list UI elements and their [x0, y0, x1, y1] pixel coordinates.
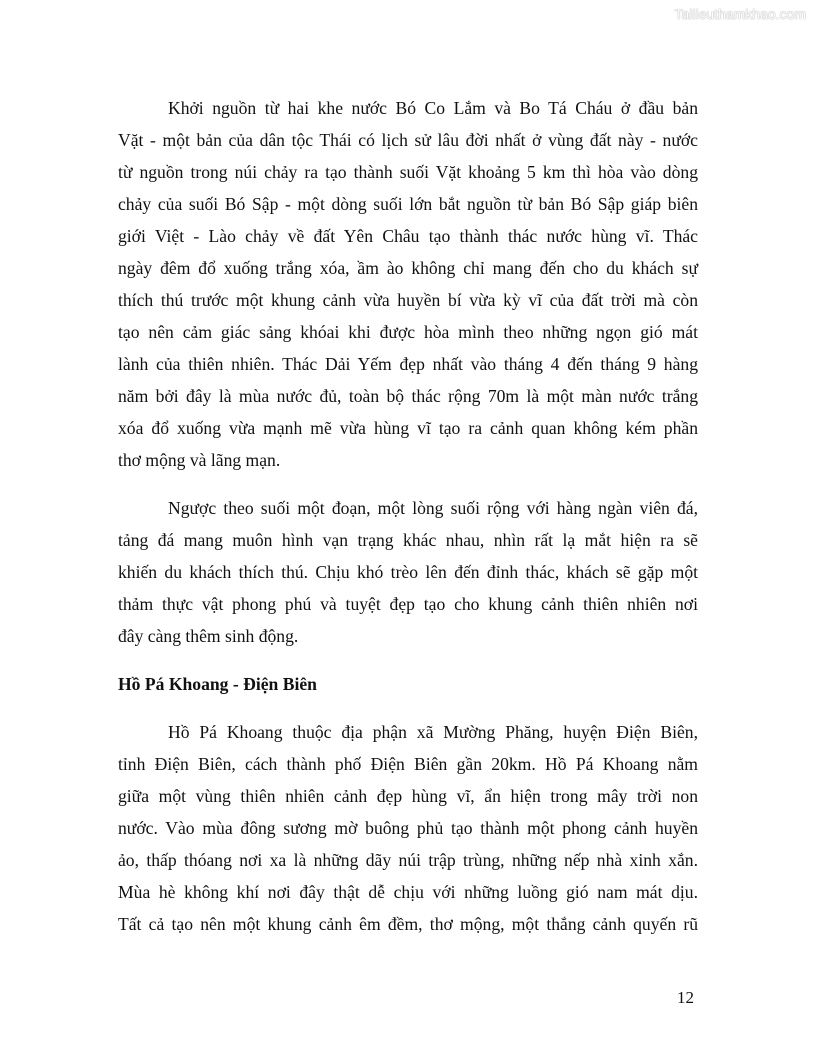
section-heading: Hồ Pá Khoang - Điện Biên [118, 674, 317, 694]
text-line: ngày đêm đổ xuống trắng xóa, ầm ào không chỉ mang đến cho du khách sự [118, 258, 698, 278]
text-line: nước. Vào mùa đông sương mờ buông phủ tạo thành một phong cảnh huyền [118, 818, 698, 838]
text-line: Ngược theo suối một đoạn, một lòng suối rộng với hàng ngàn viên đá, [168, 498, 698, 518]
paragraph-spacer [118, 652, 698, 668]
text-line: giới Việt - Lào chảy về đất Yên Châu tạo thành thác nước hùng vĩ. Thác [118, 226, 698, 246]
text-line: Vặt - một bản của dân tộc Thái có lịch sử lâu đời nhất ở vùng đất này - nước [118, 130, 698, 150]
watermark: Tailieuthamkhao.com [674, 6, 806, 22]
text-line: tỉnh Điện Biên, cách thành phố Điện Biên gần 20km. Hồ Pá Khoang nằm [118, 754, 698, 774]
text-line: giữa một vùng thiên nhiên cảnh đẹp hùng vĩ, ẩn hiện trong mây trời non [118, 786, 698, 806]
text-line: Mùa hè không khí nơi đây thật dễ chịu với những luồng gió nam mát dịu. [118, 882, 698, 902]
text-line: năm bởi đây là mùa nước đủ, toàn bộ thác rộng 70m là một màn nước trắng [118, 386, 698, 406]
page-body [118, 92, 698, 940]
paragraph-spacer [118, 700, 698, 716]
paragraph-2 [118, 492, 698, 652]
page-number: 12 [677, 988, 694, 1007]
text-line: thích thú trước một khung cảnh vừa huyền bí vừa kỳ vĩ của đất trời mà còn [118, 290, 698, 310]
text-line: tảng đá mang muôn hình vạn trạng khác nhau, nhìn rất lạ mắt hiện ra sẽ [118, 530, 698, 550]
text-line: lành của thiên nhiên. Thác Dải Yếm đẹp nhất vào tháng 4 đến tháng 9 hàng [118, 354, 698, 374]
paragraph-1 [118, 92, 698, 476]
text-line: xóa đổ xuống vừa mạnh mẽ vừa hùng vĩ tạo ra cảnh quan không kém phần [118, 418, 698, 438]
text-line: thảm thực vật phong phú và tuyệt đẹp tạo cho khung cảnh thiên nhiên nơi [118, 594, 698, 614]
text-line: tạo nên cảm giác sảng khóai khi được hòa mình theo những ngọn gió mát [118, 322, 698, 342]
text-line: thơ mộng và lãng mạn. [118, 450, 281, 470]
text-line: khiến du khách thích thú. Chịu khó trèo lên đến đỉnh thác, khách sẽ gặp một [118, 562, 698, 582]
paragraph-3 [118, 716, 698, 940]
text-line: Tất cả tạo nên một khung cảnh êm đềm, thơ mộng, một thắng cảnh quyến rũ [118, 914, 698, 934]
text-line: Hồ Pá Khoang thuộc địa phận xã Mường Phăng, huyện Điện Biên, [168, 722, 698, 742]
text-line: đây càng thêm sinh động. [118, 626, 299, 646]
text-line: chảy của suối Bó Sập - một dòng suối lớn bắt nguồn từ bản Bó Sập giáp biên [118, 194, 698, 214]
paragraph-spacer [118, 476, 698, 492]
text-line: Khởi nguồn từ hai khe nước Bó Co Lắm và Bo Tá Cháu ở đầu bản [168, 98, 698, 118]
text-line: từ nguồn trong núi chảy ra tạo thành suối Vặt khoảng 5 km thì hòa vào dòng [118, 162, 698, 182]
text-line: ảo, thấp thóang nơi xa là những dãy núi trập trùng, những nếp nhà xinh xắn. [118, 850, 698, 870]
